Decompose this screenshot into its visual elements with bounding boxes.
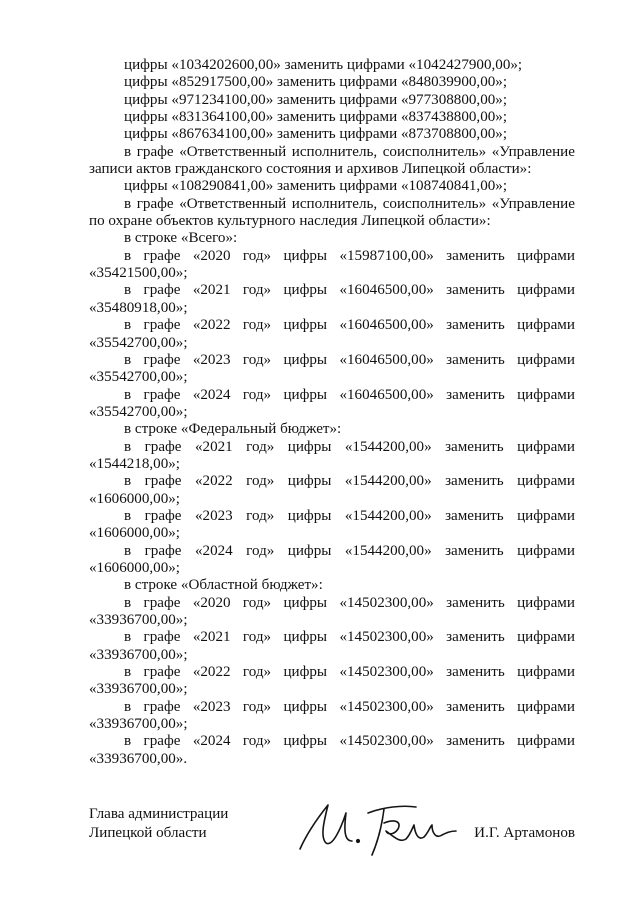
line-word: «14502300,00» — [339, 594, 434, 611]
document-line: «33936700,00»; — [89, 681, 188, 698]
document-line: в строке «Федеральный бюджет»: — [124, 421, 342, 438]
line-word: «1544200,00» — [344, 542, 432, 559]
line-word: цифры — [287, 473, 332, 490]
document-line — [89, 144, 575, 161]
line-word: цифрами — [517, 247, 575, 264]
line-word: год» — [242, 317, 272, 334]
line-word: заменить — [445, 438, 504, 455]
document-line — [89, 664, 575, 681]
line-word: «14502300,00» — [339, 733, 434, 750]
document-line: «33936700,00»; — [89, 612, 188, 628]
line-word: «2020 — [192, 594, 231, 611]
document-line: в строке «Всего»: — [124, 230, 238, 247]
line-word: цифрами — [517, 664, 575, 681]
line-word: графе — [143, 698, 181, 715]
line-word: графе — [143, 733, 181, 750]
line-word: в — [124, 143, 132, 160]
document-line: «33936700,00»; — [89, 646, 188, 663]
line-word: «14502300,00» — [339, 629, 434, 646]
document-line: «1606000,00»; — [89, 490, 180, 507]
line-word: цифрами — [517, 594, 575, 611]
line-word: год» — [242, 386, 272, 403]
line-word: год» — [242, 733, 272, 750]
line-word: цифры — [287, 438, 332, 455]
line-word: заменить — [446, 594, 505, 611]
line-word: в — [124, 317, 132, 334]
document-line — [89, 352, 575, 369]
line-word: в — [124, 698, 132, 715]
document-line — [89, 595, 575, 612]
line-word: «Управление — [491, 143, 575, 160]
document-line — [89, 282, 575, 299]
line-word: год» — [242, 698, 272, 715]
line-word: год» — [242, 594, 272, 611]
line-word: графе — [136, 195, 174, 212]
document-line: записи актов гражданского состояния и архивов Липецкой области»: — [89, 161, 532, 178]
line-word: «14502300,00» — [339, 698, 434, 715]
line-word: «2022 — [192, 664, 231, 681]
document-line: цифры «108290841,00» заменить цифрами «108740841,00»; — [124, 178, 508, 195]
line-word: «2024 — [192, 733, 231, 750]
line-word: графе — [143, 317, 181, 334]
line-word: «16046500,00» — [339, 317, 434, 334]
line-word: в — [124, 473, 132, 490]
line-word: в — [124, 351, 132, 368]
line-word: в — [124, 195, 132, 212]
line-word: графе — [144, 507, 182, 524]
line-word: цифры — [283, 594, 328, 611]
line-word: цифрами — [517, 473, 575, 490]
line-word: графе — [144, 438, 182, 455]
document-line: цифры «852917500,00» заменить цифрами «848039900,00»; — [124, 74, 508, 91]
document-line — [89, 733, 575, 750]
document-line — [89, 248, 575, 265]
line-word: «2022 — [192, 317, 231, 334]
document-line — [89, 387, 575, 404]
line-word: графе — [143, 629, 181, 646]
line-word: в — [124, 507, 132, 524]
line-word: «16046500,00» — [339, 282, 434, 299]
document-line: «1544218,00»; — [89, 455, 180, 472]
line-word: заменить — [445, 473, 504, 490]
line-word: «2022 — [194, 473, 233, 490]
line-word: «16046500,00» — [339, 386, 434, 403]
line-word: графе — [144, 542, 182, 559]
line-word: цифры — [283, 733, 328, 750]
line-word: в — [124, 733, 132, 750]
line-word: цифры — [283, 664, 328, 681]
line-word: цифры — [283, 698, 328, 715]
line-word: заменить — [446, 282, 505, 299]
line-word: цифрами — [517, 507, 575, 524]
line-word: цифрами — [517, 317, 575, 334]
document-line: «1606000,00»; — [89, 559, 180, 576]
line-word: графе — [143, 664, 181, 681]
line-word: «2020 — [192, 247, 231, 264]
line-word: заменить — [445, 542, 504, 559]
line-word: в — [124, 629, 132, 646]
line-word: исполнитель, — [291, 195, 378, 212]
line-word: цифрами — [517, 629, 575, 646]
signer-position — [89, 805, 228, 843]
line-word: год» — [242, 629, 272, 646]
line-word: графе — [143, 351, 181, 368]
document-line: «35480918,00»; — [89, 299, 188, 316]
line-word: год» — [242, 664, 272, 681]
document-line — [89, 699, 575, 716]
line-word: в — [124, 438, 132, 455]
line-word: «14502300,00» — [339, 664, 434, 681]
line-word: графе — [143, 386, 181, 403]
document-line: цифры «971234100,00» заменить цифрами «977308800,00»; — [124, 91, 508, 108]
line-word: заменить — [446, 247, 505, 264]
document-body — [89, 57, 575, 768]
line-word: цифрами — [517, 542, 575, 559]
position-line-2: Липецкой области — [89, 825, 207, 841]
document-line — [89, 473, 575, 490]
line-word: «15987100,00» — [339, 247, 434, 264]
document-line — [89, 439, 575, 456]
line-word: заменить — [446, 386, 505, 403]
line-word: исполнитель, — [291, 143, 378, 160]
line-word: графе — [143, 594, 181, 611]
document-line: цифры «867634100,00» заменить цифрами «873708800,00»; — [124, 126, 508, 143]
line-word: «2021 — [192, 282, 231, 299]
line-word: год» — [246, 542, 275, 559]
line-word: цифрами — [517, 351, 575, 368]
line-word: цифрами — [517, 733, 575, 750]
signature-block — [89, 805, 575, 865]
document-line — [89, 543, 575, 560]
document-line: «33936700,00»; — [89, 716, 188, 733]
document-line: «33936700,00». — [89, 750, 188, 767]
line-word: «2021 — [194, 438, 233, 455]
line-word: год» — [246, 507, 275, 524]
line-word: «1544200,00» — [344, 507, 432, 524]
signer-name: И.Г. Артамонов — [474, 825, 575, 841]
line-word: в — [124, 664, 132, 681]
document-line: в строке «Областной бюджет»: — [124, 577, 323, 594]
line-word: цифрами — [517, 386, 575, 403]
document-line: по охране объектов культурного наследия Липецкой области»: — [89, 213, 491, 230]
line-word: графе — [136, 143, 174, 160]
document-line — [89, 317, 575, 334]
line-word: цифрами — [517, 282, 575, 299]
line-word: соисполнитель» — [382, 195, 487, 212]
line-word: цифры — [287, 507, 332, 524]
line-word: графе — [144, 473, 182, 490]
line-word: в — [124, 594, 132, 611]
line-word: цифры — [283, 282, 328, 299]
line-word: «2023 — [194, 507, 233, 524]
line-word: цифры — [283, 247, 328, 264]
line-word: цифрами — [517, 438, 575, 455]
line-word: «1544200,00» — [344, 473, 432, 490]
line-word: в — [124, 542, 132, 559]
document-line: «35542700,00»; — [89, 369, 188, 386]
position-line-1: Глава администрации — [89, 806, 229, 822]
line-word: «2023 — [192, 698, 231, 715]
line-word: графе — [143, 247, 181, 264]
line-word: заменить — [446, 629, 505, 646]
line-word: заменить — [446, 351, 505, 368]
line-word: в — [124, 386, 132, 403]
line-word: заменить — [446, 733, 505, 750]
line-word: «2024 — [192, 386, 231, 403]
line-word: заменить — [446, 317, 505, 334]
line-word: заменить — [446, 664, 505, 681]
handwritten-signature — [294, 797, 464, 863]
line-word: цифры — [283, 317, 328, 334]
line-word: год» — [242, 351, 272, 368]
line-word: «2021 — [192, 629, 231, 646]
line-word: цифры — [283, 386, 328, 403]
line-word: год» — [246, 473, 275, 490]
line-word: цифры — [283, 629, 328, 646]
line-word: заменить — [445, 507, 504, 524]
line-word: в — [124, 282, 132, 299]
document-line — [89, 196, 575, 213]
line-word: «Ответственный — [179, 143, 287, 160]
line-word: графе — [143, 282, 181, 299]
document-line — [89, 508, 575, 525]
line-word: заменить — [446, 698, 505, 715]
line-word: «Управление — [491, 195, 575, 212]
document-line — [89, 629, 575, 646]
line-word: «1544200,00» — [344, 438, 432, 455]
line-word: «Ответственный — [179, 195, 287, 212]
document-line: «1606000,00»; — [89, 525, 180, 542]
line-word: «2024 — [194, 542, 233, 559]
line-word: «16046500,00» — [339, 351, 434, 368]
document-line: цифры «1034202600,00» заменить цифрами «1042427900,00»; — [124, 57, 523, 73]
line-word: год» — [246, 438, 275, 455]
line-word: год» — [242, 247, 272, 264]
line-word: цифры — [287, 542, 332, 559]
line-word: соисполнитель» — [382, 143, 487, 160]
document-line: «35421500,00»; — [89, 265, 188, 282]
document-line: цифры «831364100,00» заменить цифрами «837438800,00»; — [124, 109, 508, 126]
line-word: в — [124, 247, 132, 264]
line-word: год» — [242, 282, 272, 299]
line-word: «2023 — [192, 351, 231, 368]
document-line: «35542700,00»; — [89, 334, 188, 351]
document-line: «35542700,00»; — [89, 403, 188, 420]
line-word: цифры — [283, 351, 328, 368]
line-word: цифрами — [517, 698, 575, 715]
